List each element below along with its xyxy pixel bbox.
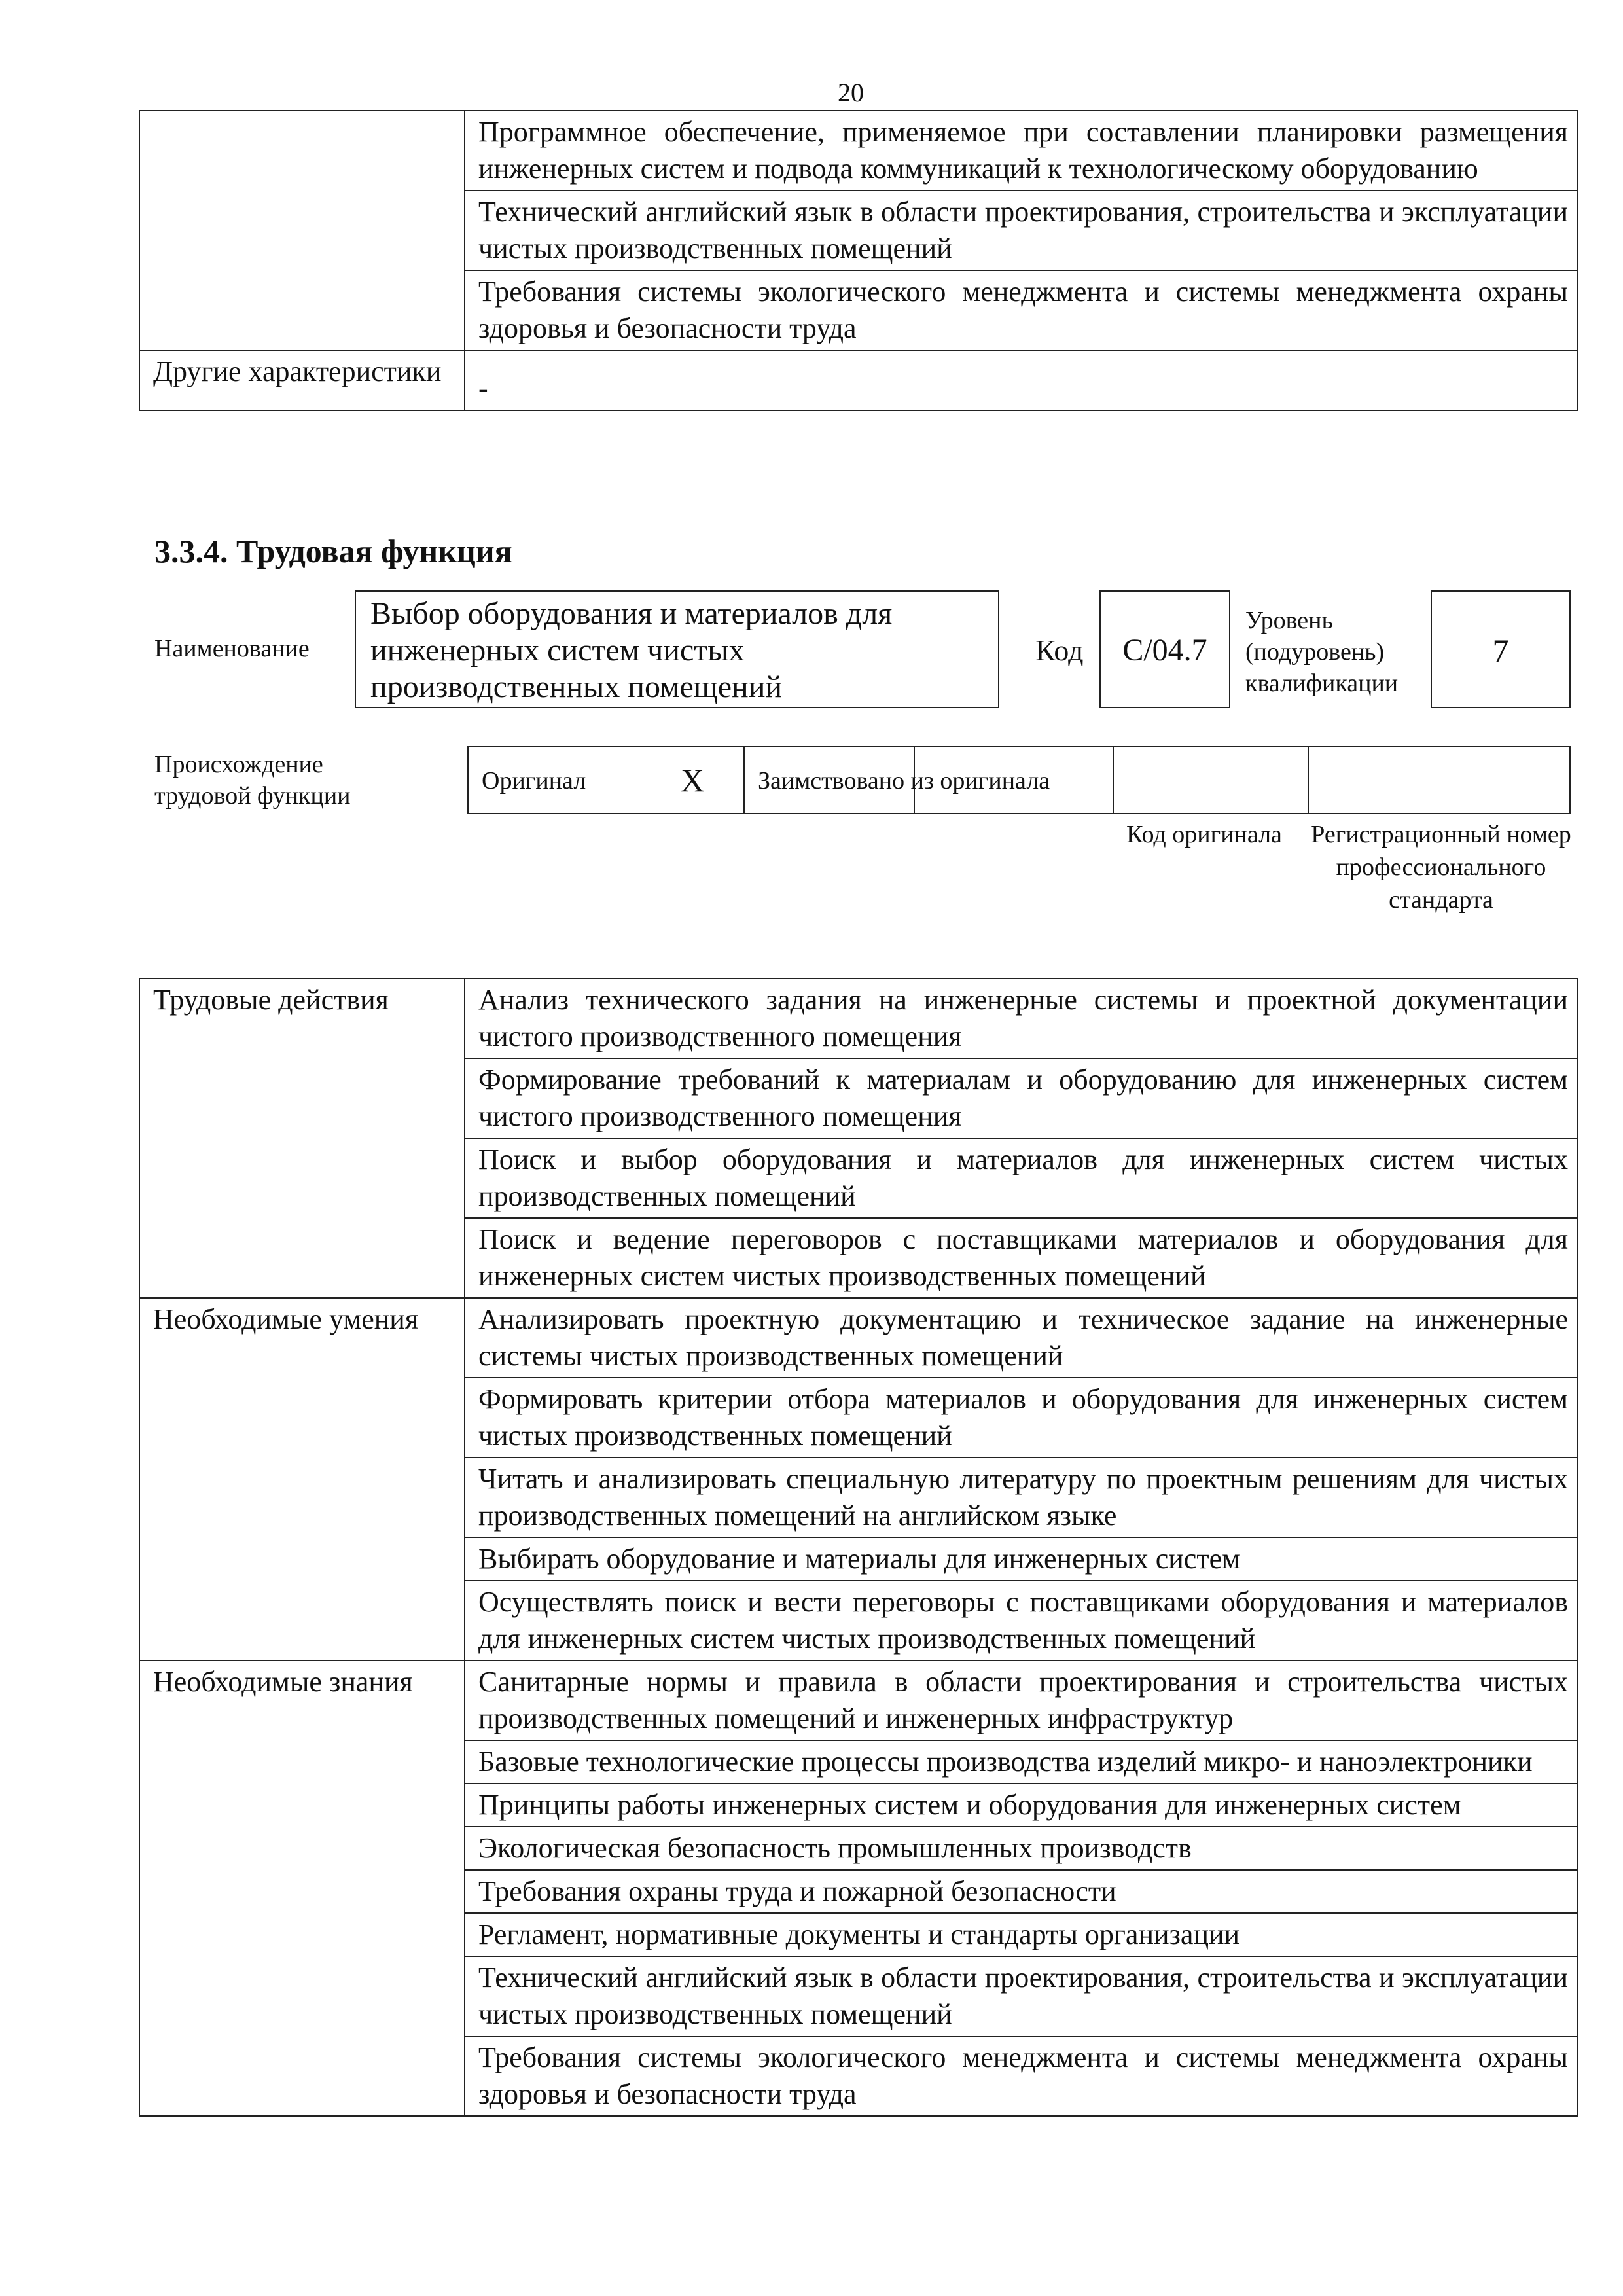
level-box: 7 xyxy=(1431,590,1571,708)
table-cell xyxy=(465,190,1578,270)
origin-original-label: Оригинал xyxy=(482,767,586,795)
table-cell xyxy=(465,2036,1578,2116)
origin-original-cell xyxy=(467,746,745,814)
group-label-actions: Трудовые действия xyxy=(153,984,389,1016)
cell-text: Выбирать оборудование и материалы для инженерных систем xyxy=(478,1543,1240,1575)
table-cell xyxy=(465,1784,1578,1827)
table-label-cell xyxy=(139,111,465,350)
table-cell xyxy=(465,1581,1578,1660)
cell-text: Базовые технологические процессы производства изделий микро- и наноэлектроники xyxy=(478,1746,1533,1778)
origin-borrowed-label: Заимствовано из оригинала xyxy=(758,767,1050,795)
function-name-box: Выбор оборудования и материалов для инженерных систем чистых производственных помещений xyxy=(355,590,999,708)
main-table xyxy=(139,978,1578,2117)
table-cell xyxy=(465,1458,1578,1537)
table-cell xyxy=(465,270,1578,350)
cell-text: Требования охраны труда и пожарной безопасности xyxy=(478,1875,1116,1907)
cell-text: Регламент, нормативные документы и стандарты организации xyxy=(478,1918,1240,1950)
origin-row xyxy=(467,746,1571,814)
table-cell xyxy=(465,1870,1578,1913)
cell-text: Формировать критерии отбора материалов и оборудования для инженерных систем чистых производственных помещений xyxy=(478,1383,1568,1452)
table-row xyxy=(139,111,1578,190)
table-cell xyxy=(465,1537,1578,1581)
cell-text: Принципы работы инженерных систем и оборудования для инженерных систем xyxy=(478,1789,1461,1821)
section-title: 3.3.4. Трудовая функция xyxy=(154,533,512,569)
origin-mark: X xyxy=(681,762,705,798)
page-number: 20 xyxy=(838,78,864,107)
code-original-caption: Код оригинала xyxy=(1126,821,1282,848)
cell-text: Поиск и выбор оборудования и материалов для инженерных систем чистых производственных помещений xyxy=(478,1143,1568,1212)
cell-text: Экологическая безопасность промышленных производств xyxy=(478,1832,1192,1864)
table-row xyxy=(139,350,1578,410)
table-cell xyxy=(465,1058,1578,1138)
cell-text: Требования системы экологического менеджмента и системы менеджмента охраны здоровья и безопасности труда xyxy=(478,2041,1568,2110)
origin-borrowed-cell xyxy=(743,746,1050,814)
table-cell xyxy=(465,1660,1578,1740)
table-cell xyxy=(465,1138,1578,1218)
table-cell xyxy=(465,1913,1578,1956)
reg-number-caption: Регистрационный номер профессионального стандарта xyxy=(1311,821,1571,914)
table-cell xyxy=(465,1740,1578,1784)
cell-text: Анализировать проектную документацию и техническое задание на инженерные системы чистых производственных помещений xyxy=(478,1303,1568,1372)
table-cell xyxy=(465,1218,1578,1298)
cell-text: Программное обеспечение, применяемое при составлении планировки размещения инженерных систем и подвода коммуникаций к технологическому оборудованию xyxy=(478,116,1568,185)
table-label-cell xyxy=(139,978,465,1298)
origin-label: Происхождение трудовой функции xyxy=(154,751,351,810)
reg-number-cell xyxy=(1308,746,1571,814)
table-row xyxy=(139,978,1578,1058)
origin-borrowed-cell-ext xyxy=(914,746,1114,814)
table-cell xyxy=(465,350,1578,410)
table-cell xyxy=(465,1827,1578,1870)
cell-text: Санитарные нормы и правила в области проектирования и строительства чистых производственных помещений и инженерных инфраструктур xyxy=(478,1666,1568,1734)
group-label-knowledge: Необходимые знания xyxy=(153,1666,413,1698)
cell-text: Анализ технического задания на инженерные системы и проектной документации чистого производственного помещения xyxy=(478,984,1568,1052)
table-label-cell xyxy=(139,350,465,410)
table-cell xyxy=(465,111,1578,190)
table-label-cell xyxy=(139,1298,465,1660)
code-original-cell xyxy=(1113,746,1309,814)
code-box: C/04.7 xyxy=(1099,590,1230,708)
cell-text: Читать и анализировать специальную литературу по проектным решениям для чистых производственных помещений на английском языке xyxy=(478,1463,1568,1532)
cell-text: - xyxy=(478,372,488,404)
cell-text: Осуществлять поиск и вести переговоры с поставщиками оборудования и материалов для инженерных систем чистых производственных помещений xyxy=(478,1586,1568,1655)
code-label: Код xyxy=(1035,634,1084,667)
name-label: Наименование xyxy=(154,635,310,662)
row-label-other: Другие характеристики xyxy=(153,355,442,387)
cell-text: Формирование требований к материалам и оборудованию для инженерных систем чистого производственного помещения xyxy=(478,1064,1568,1132)
cell-text: Технический английский язык в области проектирования, строительства и эксплуатации чистых производственных помещений xyxy=(478,1962,1568,2030)
table-row xyxy=(139,1660,1578,1740)
table-cell xyxy=(465,978,1578,1058)
cell-text: Поиск и ведение переговоров с поставщиками материалов и оборудования для инженерных систем чистых производственных помещений xyxy=(478,1223,1568,1292)
group-label-skills: Необходимые умения xyxy=(153,1303,419,1335)
table-cell xyxy=(465,1378,1578,1458)
table-row xyxy=(139,1298,1578,1378)
cell-text: Требования системы экологического менеджмента и системы менеджмента охраны здоровья и безопасности труда xyxy=(478,276,1568,344)
table-label-cell xyxy=(139,1660,465,2116)
table-cell xyxy=(465,1956,1578,2036)
cell-text: Технический английский язык в области проектирования, строительства и эксплуатации чистых производственных помещений xyxy=(478,196,1568,264)
table-cell xyxy=(465,1298,1578,1378)
level-label: Уровень (подуровень) квалификации xyxy=(1245,607,1399,697)
top-table xyxy=(139,110,1578,411)
